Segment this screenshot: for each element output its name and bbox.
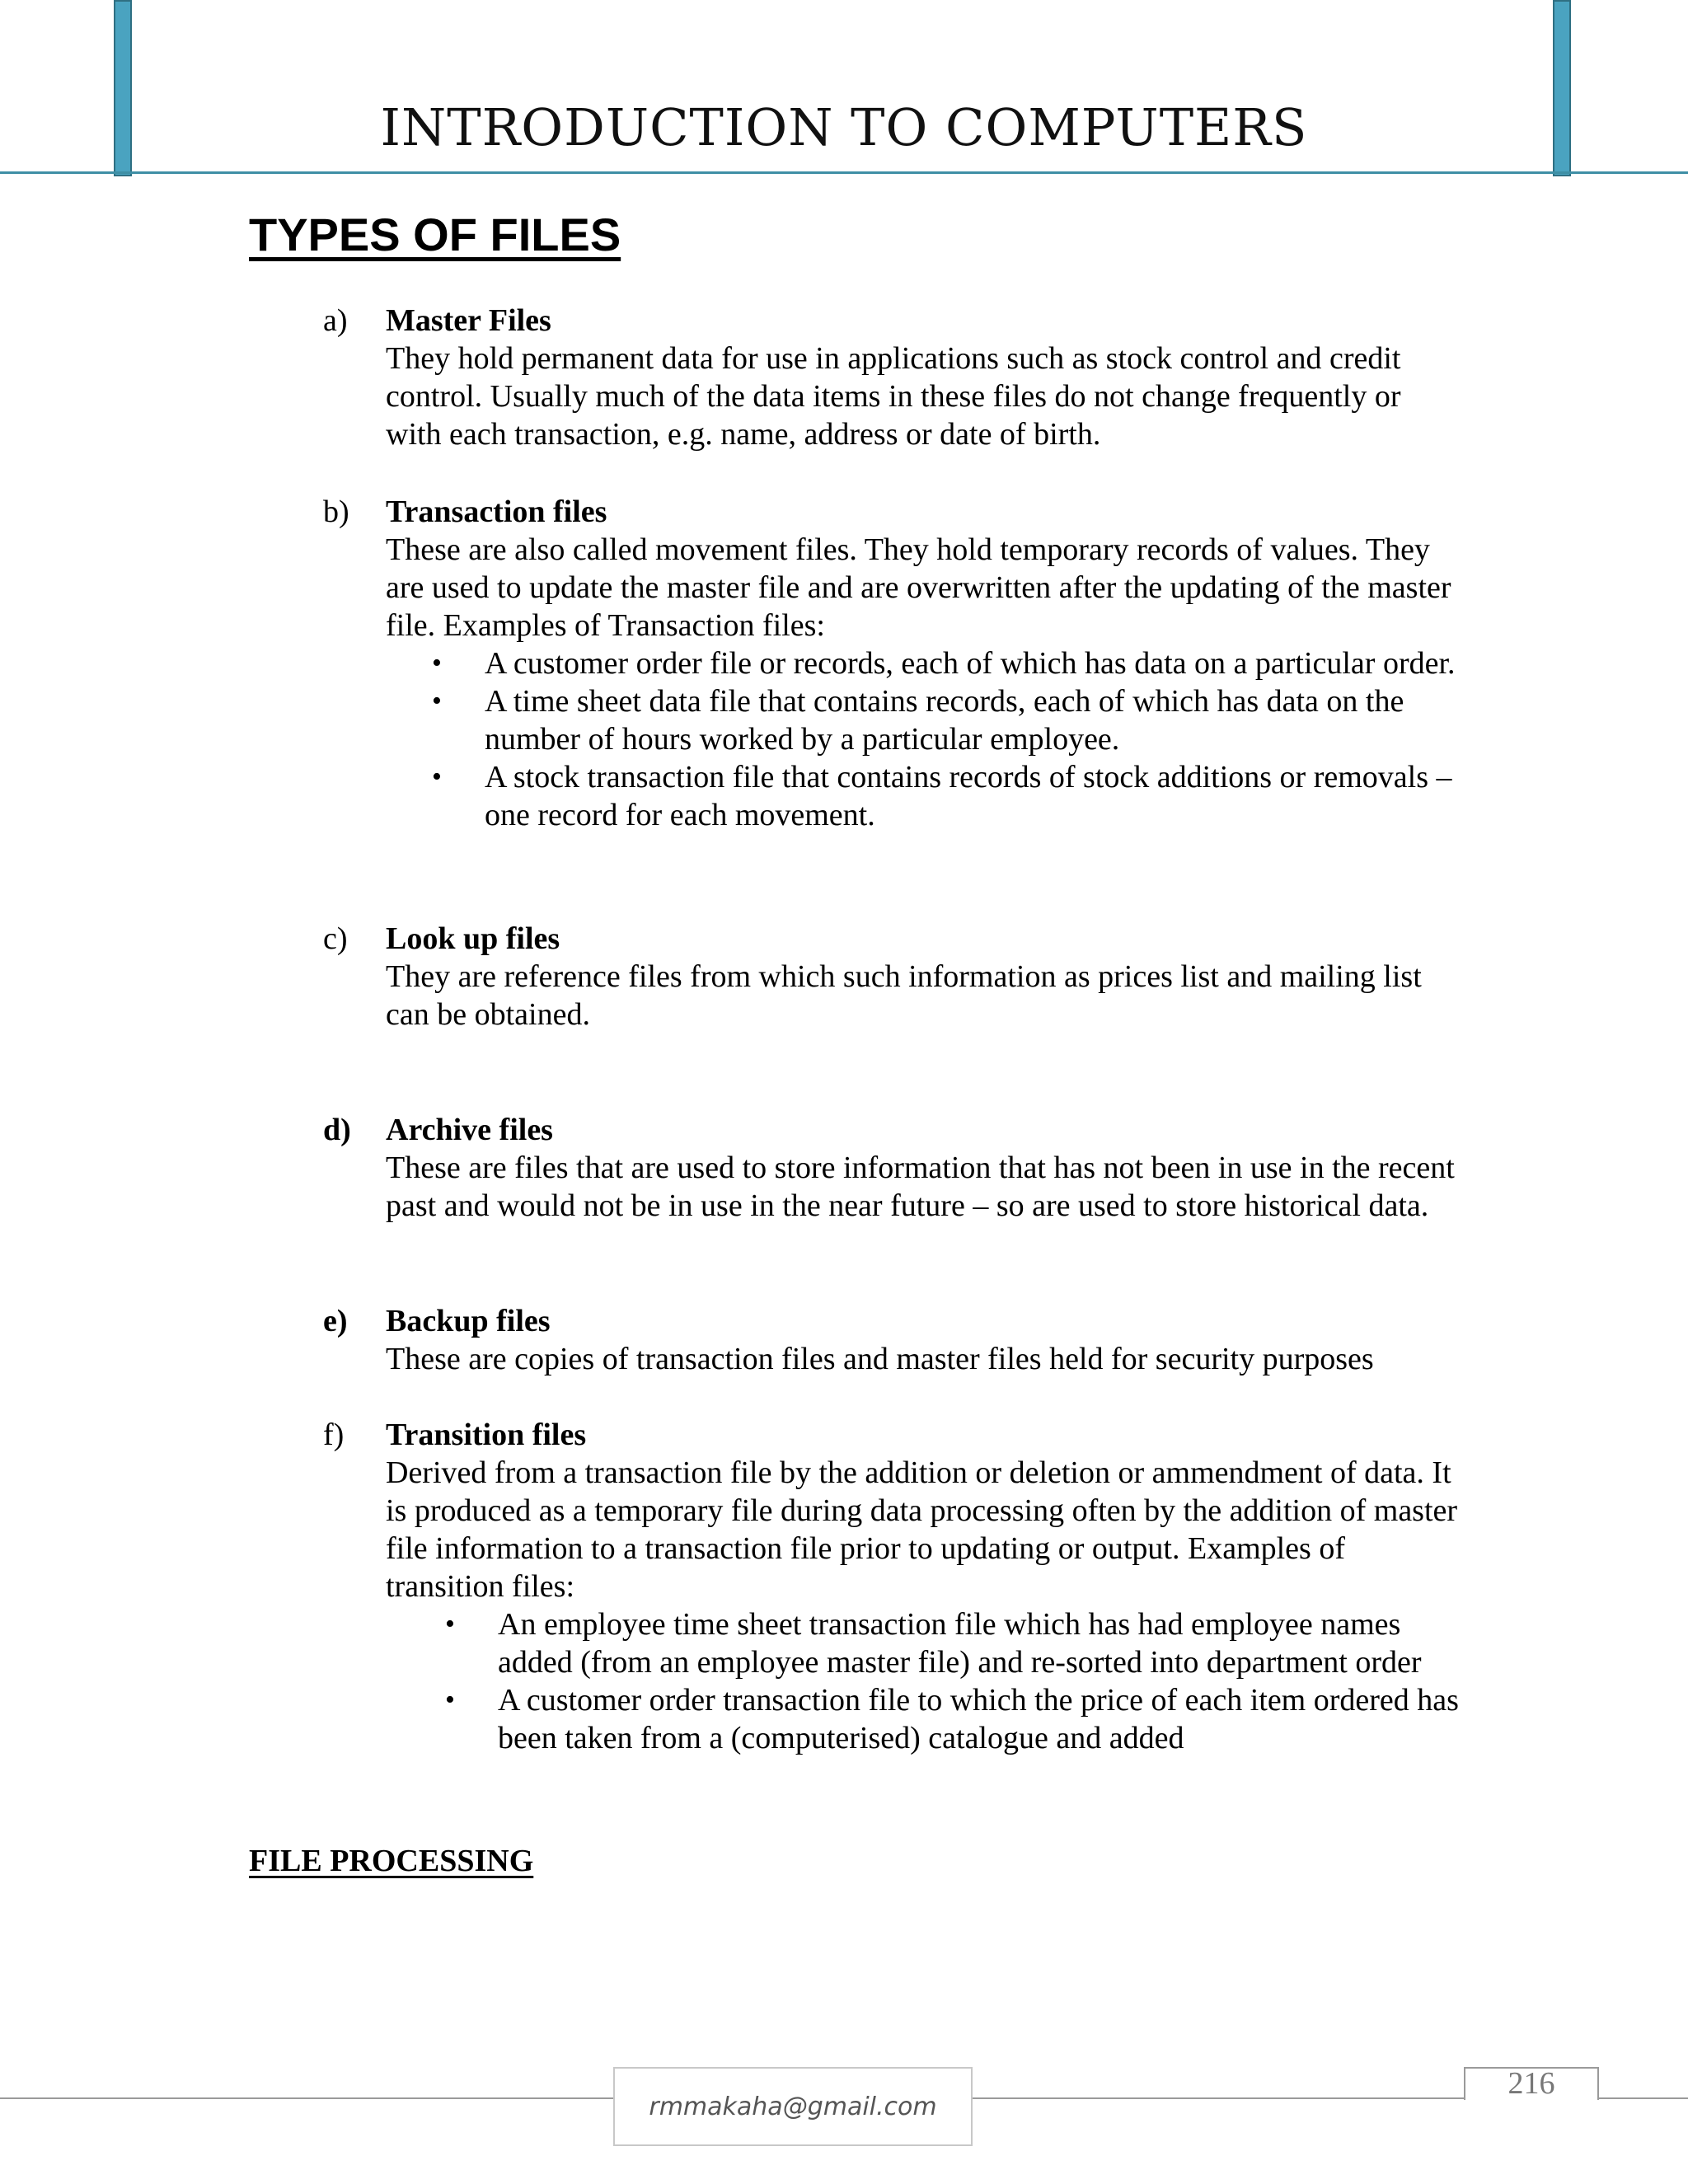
file-type-item-archive bbox=[323, 1111, 1461, 1225]
item-marker: b) bbox=[323, 494, 349, 529]
bullet-glyph: • bbox=[432, 762, 442, 792]
item-description: Derived from a transaction file by the addition or deletion or ammendment of data. It is produced as a temporary file during data processing often by the addition of master file information to a transaction file prior to updating or output. Examples of transition files: bbox=[386, 1455, 1458, 1604]
footer-email-box bbox=[613, 2067, 973, 2146]
bullet-list bbox=[386, 1605, 1461, 1757]
document-title: INTRODUCTION TO COMPUTERS bbox=[380, 97, 1308, 157]
list-item bbox=[386, 682, 1461, 758]
item-description: These are also called movement files. They hold temporary records of values. They are used to update the master file and are overwritten after the updating of the master file. Examples of Transaction files: bbox=[386, 532, 1451, 643]
item-heading: Master Files bbox=[386, 303, 551, 338]
file-type-item-transaction bbox=[323, 493, 1461, 834]
file-type-item-backup bbox=[323, 1302, 1461, 1378]
item-heading: Transaction files bbox=[386, 494, 607, 529]
list-item-text: A time sheet data file that contains records, each of which has data on the number of hours worked by a particular employee. bbox=[485, 684, 1404, 757]
bullet-glyph: • bbox=[445, 1609, 455, 1639]
list-item bbox=[386, 758, 1461, 834]
bullet-list bbox=[386, 644, 1461, 834]
item-description: They hold permanent data for use in applications such as stock control and credit control. Usually much of the data items in these files do not change frequently or with each transaction, e.g. name, address or date of birth. bbox=[386, 341, 1401, 452]
item-marker: f) bbox=[323, 1418, 345, 1452]
item-description: These are copies of transaction files and master files held for security purposes bbox=[386, 1342, 1374, 1376]
page-number: 216 bbox=[1507, 2066, 1555, 2101]
item-heading: Archive files bbox=[386, 1113, 553, 1147]
footer-rule-middle bbox=[973, 2097, 1464, 2099]
bullet-glyph: • bbox=[432, 686, 442, 716]
list-item-text: A stock transaction file that contains records of stock additions or removals – one record for each movement. bbox=[485, 760, 1452, 832]
item-marker: e) bbox=[323, 1304, 348, 1338]
item-marker: a) bbox=[323, 303, 348, 338]
item-description: They are reference files from which such information as prices list and mailing list can be obtained. bbox=[386, 959, 1422, 1032]
file-type-item-master bbox=[323, 302, 1461, 453]
footer-rule-left bbox=[0, 2097, 613, 2099]
list-item-text: A customer order transaction file to which the price of each item ordered has been taken from a (computerised) catalogue and added bbox=[498, 1683, 1459, 1755]
section-title: TYPES OF FILES bbox=[249, 209, 621, 260]
header-rule bbox=[0, 171, 1688, 174]
file-type-item-transition bbox=[323, 1416, 1461, 1757]
footer-email: rmmakaha@gmail.com bbox=[649, 2092, 937, 2121]
footer-rule-right bbox=[1599, 2097, 1688, 2099]
item-heading: Transition files bbox=[386, 1418, 587, 1452]
file-processing-heading: FILE PROCESSING bbox=[249, 1844, 534, 1878]
list-item-text: An employee time sheet transaction file which has had employee names added (from an employee master file) and re-sorted into department order bbox=[498, 1607, 1422, 1680]
item-description: These are files that are used to store information that has not been in use in the recent past and would not be in use in the near future – so are used to store historical data. bbox=[386, 1151, 1455, 1223]
bullet-glyph: • bbox=[432, 648, 442, 678]
file-type-item-lookup bbox=[323, 920, 1461, 1033]
item-heading: Look up files bbox=[386, 921, 560, 956]
list-item bbox=[386, 644, 1461, 682]
list-item bbox=[386, 1681, 1461, 1757]
item-marker: c) bbox=[323, 921, 348, 956]
list-item bbox=[386, 1605, 1461, 1681]
list-item-text: A customer order file or records, each of which has data on a particular order. bbox=[485, 646, 1456, 681]
item-heading: Backup files bbox=[386, 1304, 551, 1338]
item-marker: d) bbox=[323, 1113, 351, 1147]
bullet-glyph: • bbox=[445, 1685, 455, 1715]
